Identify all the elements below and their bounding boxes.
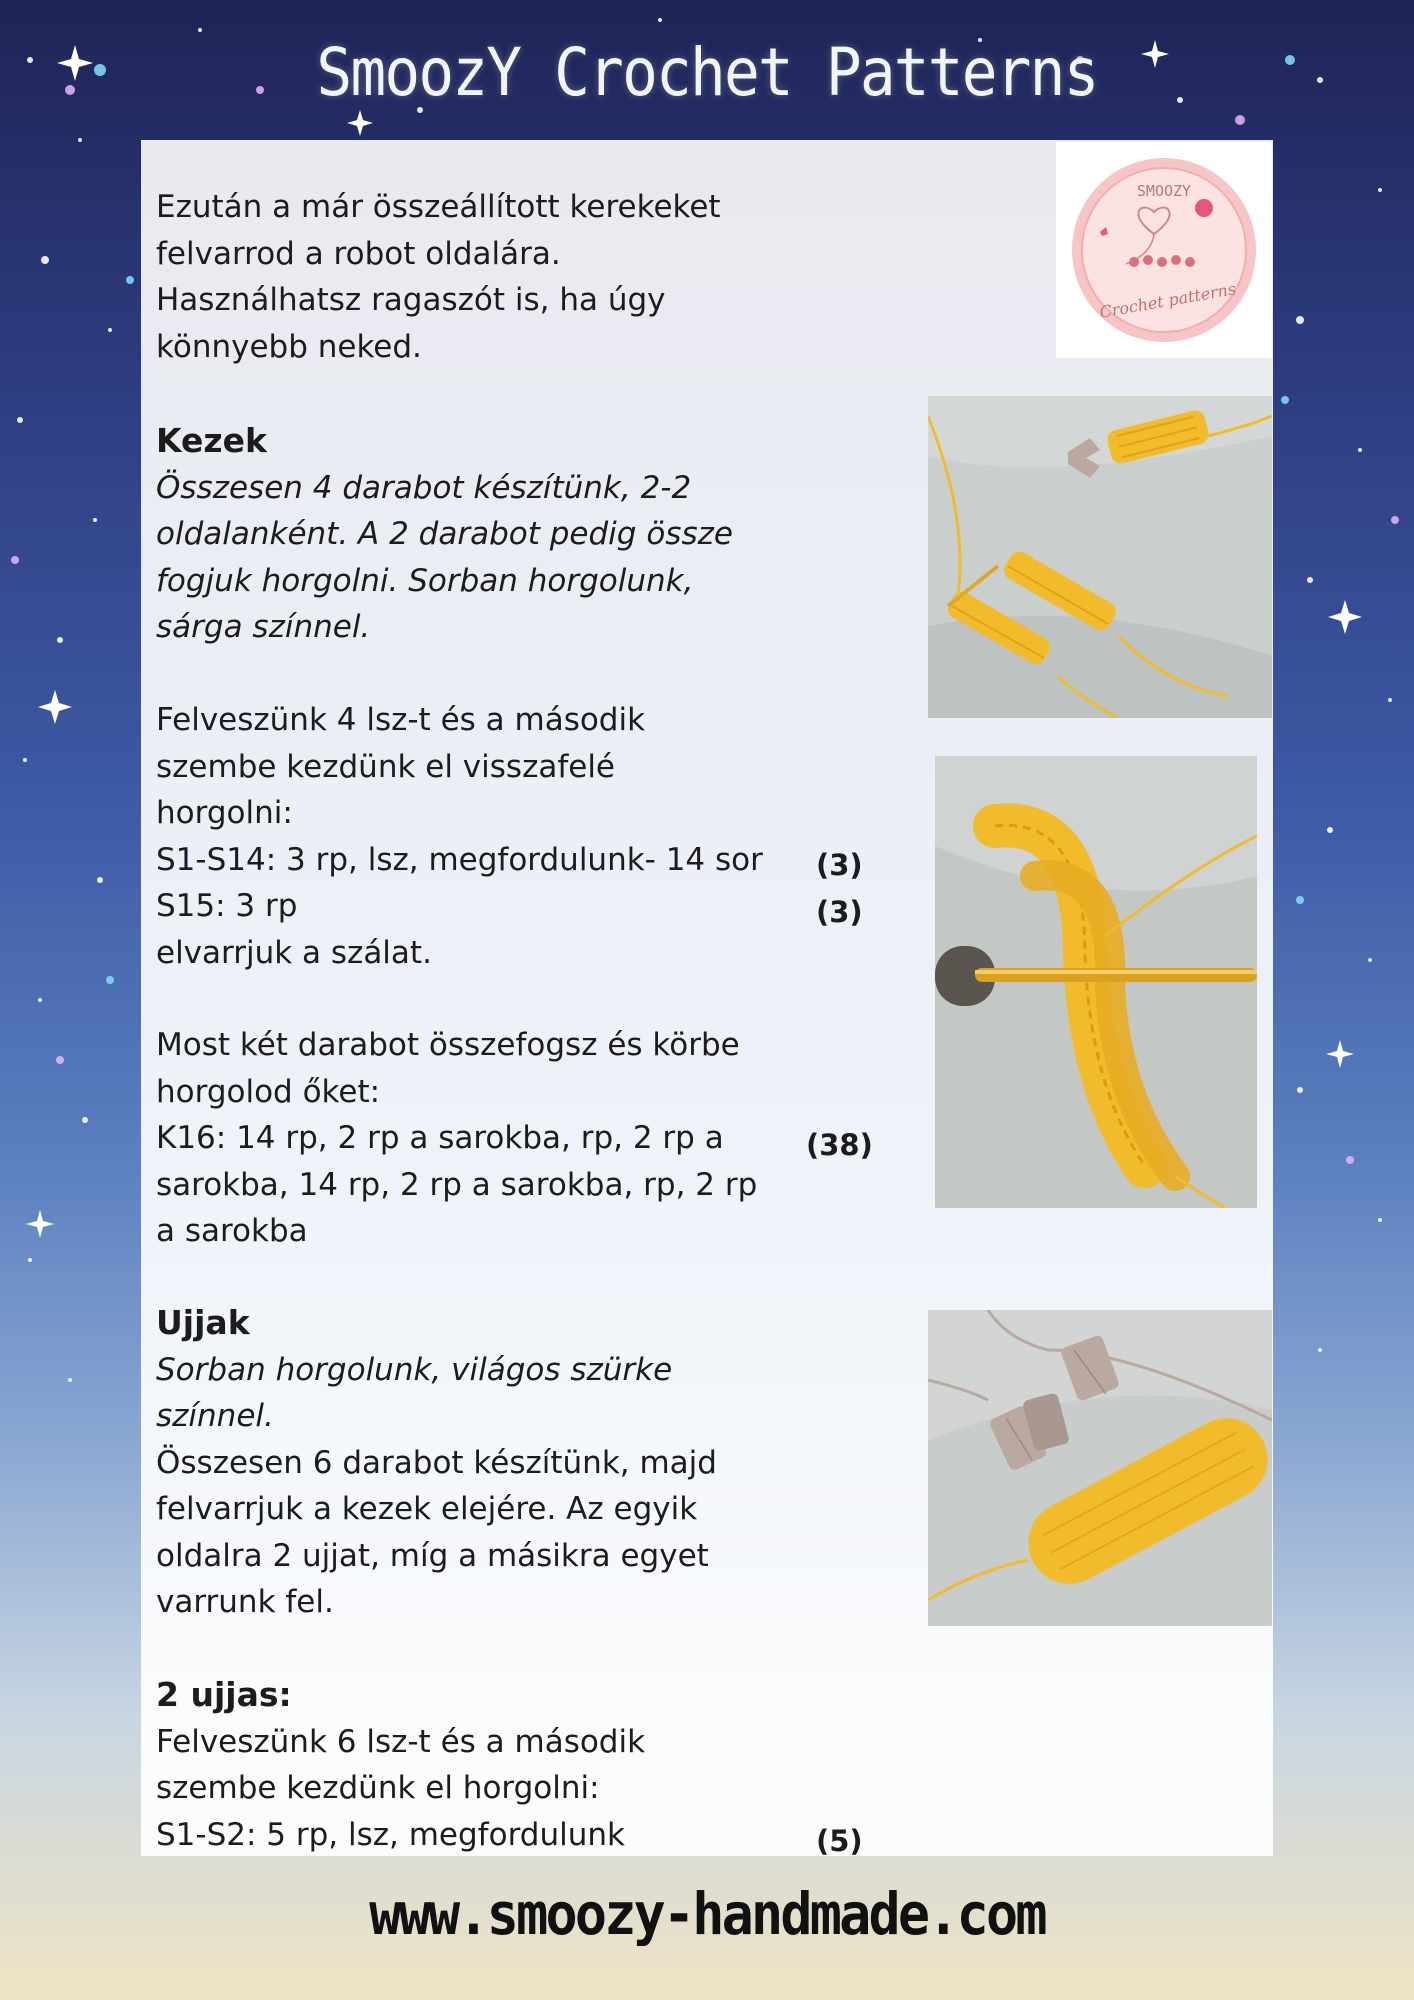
text-line: szembe kezdünk el horgolni:	[156, 1770, 600, 1806]
text-line: sarokba, 14 rp, 2 rp a sarokba, rp, 2 rp	[156, 1166, 758, 1203]
text-line: felvarrjuk a kezek elejére. Az egyik	[156, 1491, 698, 1527]
text-line: varrunk fel.	[156, 1584, 334, 1620]
fingers-section	[156, 1300, 717, 1626]
text-line: szembe kezdünk el visszafelé	[156, 748, 616, 785]
text-line: oldalra 2 ujjat, míg a másikra egyet	[156, 1537, 709, 1574]
text-line: S1-S2: 5 rp, lsz, megfordulunk	[156, 1816, 625, 1853]
text-line: Összesen 6 darabot készítünk, majd	[156, 1444, 717, 1481]
text-line: könnyebb neked.	[156, 328, 422, 365]
text-line: Használhatsz ragaszót is, ha úgy	[156, 282, 666, 318]
photo-hand-joining	[935, 756, 1257, 1208]
text-line: Ezután a már összeállított kerekeket	[156, 189, 721, 225]
logo-label: SMOOZY	[1136, 182, 1192, 200]
text-line: K16: 14 rp, 2 rp a sarokba, rp, 2 rp a	[156, 1120, 724, 1156]
text-line: fogjuk horgolni. Sorban horgolunk,	[156, 562, 694, 599]
text-line: Felveszünk 6 lsz-t és a második	[156, 1723, 646, 1760]
text-line: horgolni:	[156, 795, 293, 831]
logo-sublabel: Crochet patterns	[1098, 279, 1238, 322]
intro-paragraph	[156, 184, 721, 370]
text-line: Most két darabot összefogsz és körbe	[156, 1027, 740, 1063]
section-heading-fingers: Ujjak	[156, 1303, 250, 1342]
hands-instructions	[156, 697, 763, 976]
text-line: sárga színnel.	[156, 609, 371, 645]
smoozy-logo	[1056, 142, 1272, 358]
text-line: S1-S14: 3 rp, lsz, megfordulunk- 14 sor	[156, 841, 763, 878]
hands-join-instructions	[156, 1022, 757, 1255]
stitch-count: (3)	[816, 848, 863, 882]
text-line: színnel.	[156, 1398, 274, 1434]
text-line: Sorban horgolunk, világos szürke	[156, 1351, 673, 1388]
stitch-count: (3)	[816, 895, 863, 929]
text-line: oldalanként. A 2 darabot pedig össze	[156, 516, 733, 552]
text-line: felvarrod a robot oldalára.	[156, 235, 561, 272]
section-heading-two-fingers: 2 ujjas:	[156, 1675, 292, 1714]
photo-fingers	[928, 1310, 1272, 1626]
stitch-count: (38)	[806, 1128, 873, 1162]
hands-section	[156, 418, 733, 651]
text-line: Felveszünk 4 lsz-t és a második	[156, 702, 646, 738]
text-line: horgolod őket:	[156, 1073, 381, 1110]
photo-hand-strips	[928, 396, 1272, 718]
footer-website-url: www.smoozy-handmade.com	[369, 1880, 1045, 1948]
site-title: SmoozY Crochet Patterns	[316, 34, 1098, 111]
two-fingers-section	[156, 1672, 645, 1858]
text-line: elvarrjuk a szálat.	[156, 934, 432, 971]
text-line: a sarokba	[156, 1213, 308, 1249]
text-line: Összesen 4 darabot készítünk, 2-2	[156, 469, 692, 506]
text-line: S15: 3 rp	[156, 888, 298, 924]
section-heading-hands: Kezek	[156, 421, 267, 460]
stitch-count: (5)	[816, 1824, 863, 1858]
